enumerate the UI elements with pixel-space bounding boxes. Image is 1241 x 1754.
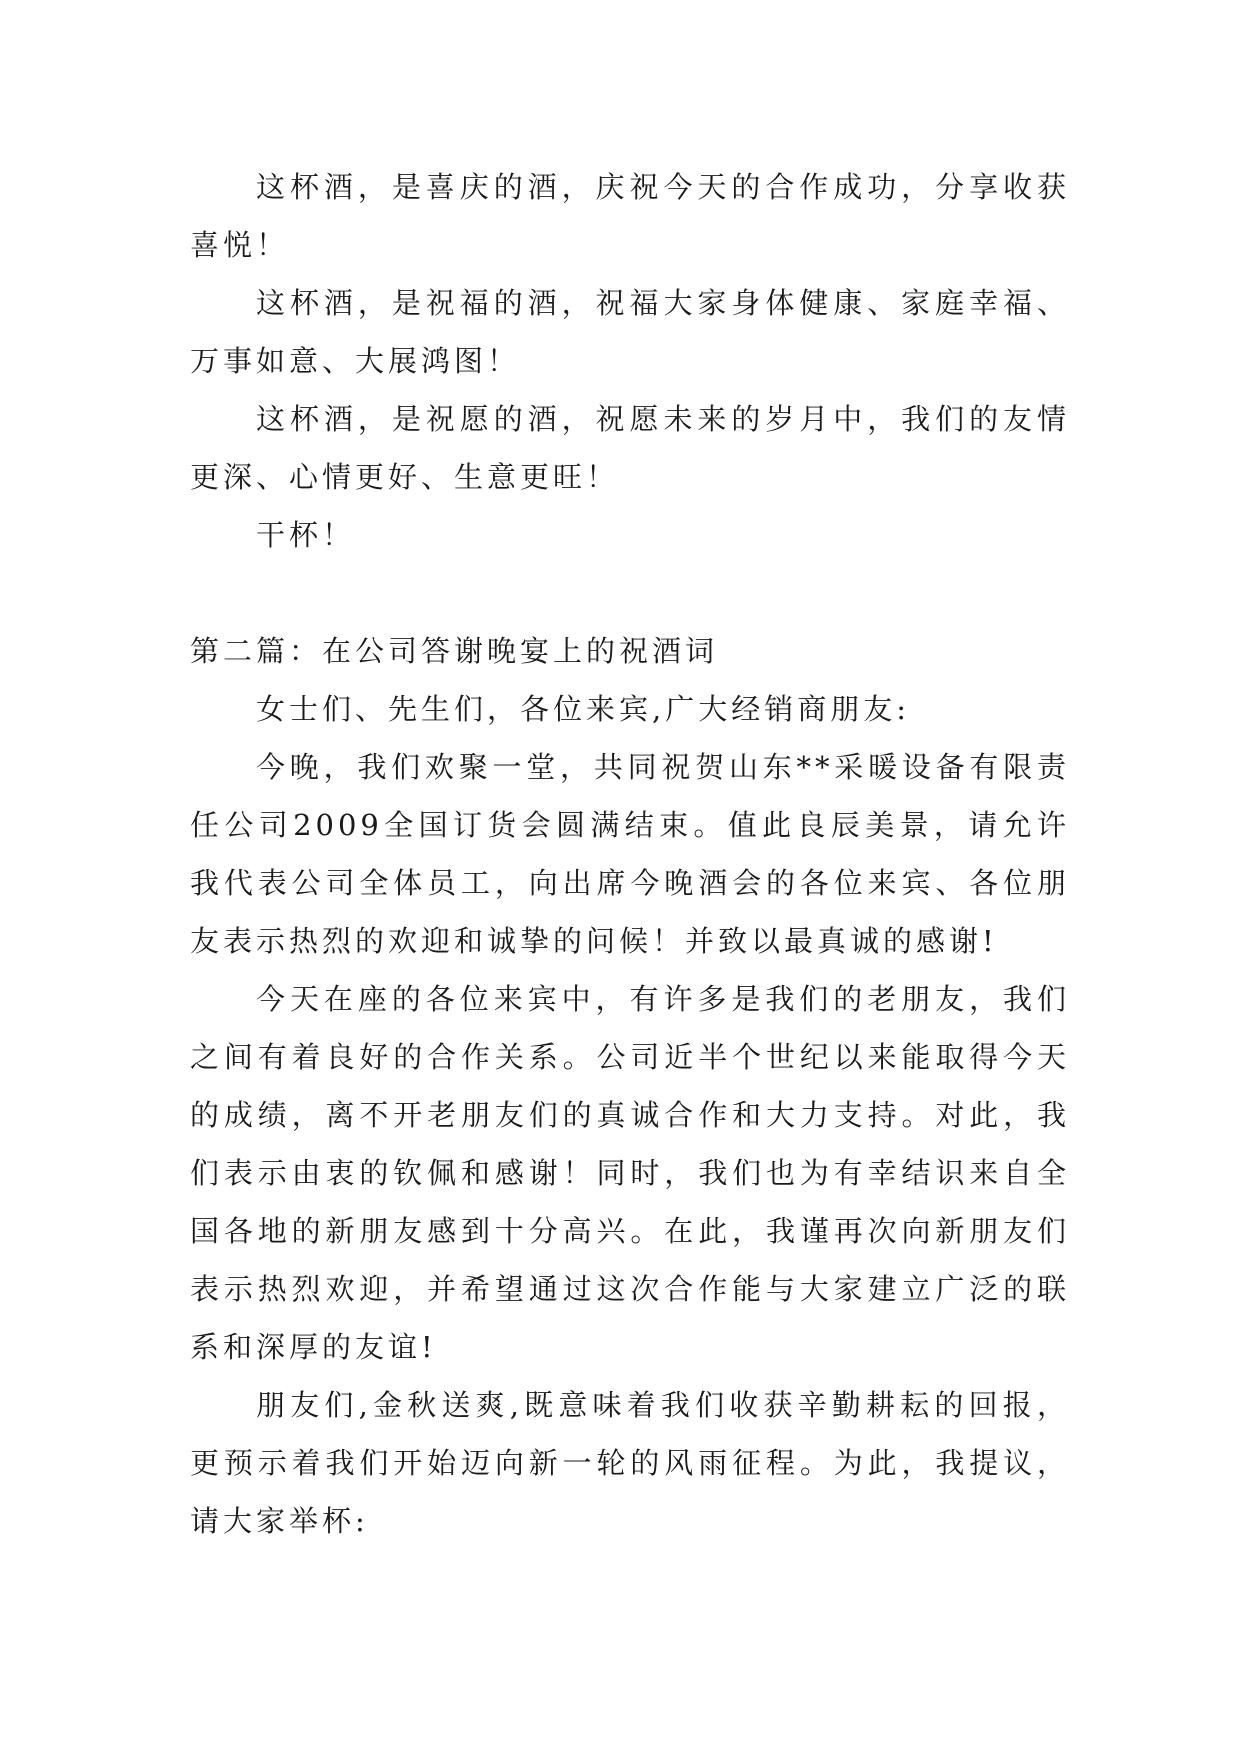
salutation: 女士们、先生们，各位来宾,广大经销商朋友: (256, 692, 910, 726)
toast-paragraph-cheers: 干杯！ (256, 518, 356, 552)
paragraph-opening: 今晚，我们欢聚一堂，共同祝贺山东**采暖设备有限责任公司2009全国订货会圆满结束。值此良辰美景，请允许我代表公司全体员工，向出席今晚酒会的各位来宾、各位朋友表示热烈的欢迎和诚挚的问候！并致以最真诚的感谢! (190, 750, 1070, 958)
section-heading: 第二篇：在公司答谢晚宴上的祝酒词 (190, 634, 719, 668)
paragraph-toast-proposal: 朋友们,金秋送爽,既意味着我们收获辛勤耕耘的回报，更预示着我们开始迈向新一轮的风雨征程。为此，我提议，请大家举杯: (190, 1388, 1070, 1538)
toast-paragraph-blessing: 这杯酒，是祝福的酒，祝福大家身体健康、家庭幸福、万事如意、大展鸿图！ (190, 286, 1070, 378)
toast-paragraph-wish: 这杯酒，是祝愿的酒，祝愿未来的岁月中，我们的友情更深、心情更好、生意更旺！ (190, 402, 1070, 494)
paragraph-friends: 今天在座的各位来宾中，有许多是我们的老朋友，我们之间有着良好的合作关系。公司近半个世纪以来能取得今天的成绩，离不开老朋友们的真诚合作和大力支持。对此，我们表示由衷的钦佩和感谢！同时，我们也为有幸结识来自全国各地的新朋友感到十分高兴。在此，我谨再次向新朋友们表示热烈欢迎，并希望通过这次合作能与大家建立广泛的联系和深厚的友谊! (190, 982, 1070, 1364)
toast-paragraph-celebration: 这杯酒，是喜庆的酒，庆祝今天的合作成功，分享收获喜悦！ (190, 170, 1070, 262)
document-body (190, 158, 1070, 1550)
